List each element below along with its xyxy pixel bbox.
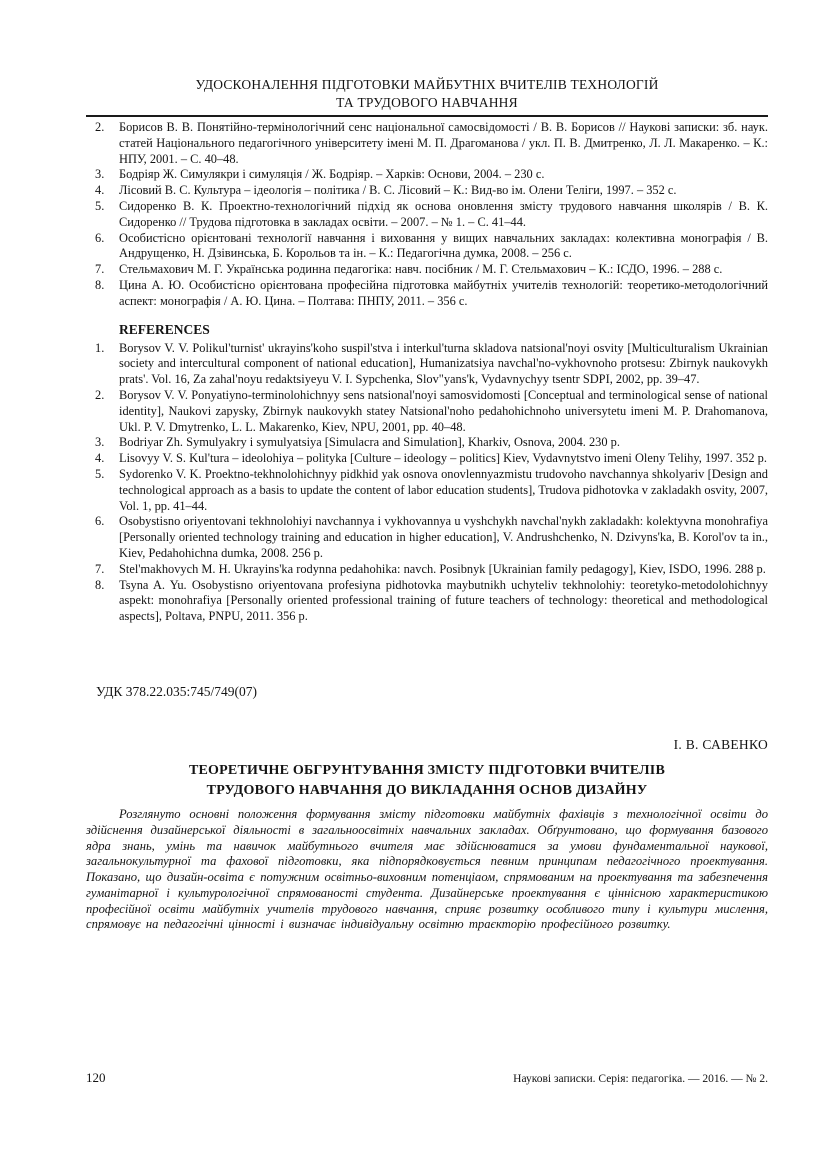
item-number: 8. bbox=[95, 577, 105, 592]
item-number: 7. bbox=[95, 561, 105, 576]
item-text: Борисов В. В. Понятійно-термінологічний сенс національної самосвідомості / В. В. Борисов // Наукові записки: зб. наук. статей Національного педагогічного університету імені М. П. Драгоманова / укл. П. В. Дмитренко, Л. Л. Макаренко. – К.: НПУ, 2001. – С. 40–48. bbox=[119, 120, 768, 166]
item-number: 3. bbox=[95, 167, 105, 182]
running-header bbox=[86, 76, 768, 112]
references-list bbox=[86, 341, 768, 625]
running-header-line-2: ТА ТРУДОВОГО НАВЧАННЯ bbox=[336, 95, 518, 110]
item-text: Сидоренко В. К. Проектно-технологічний підхід як основа оновлення змісту трудового навчання школярів / В. К. Сидоренко // Трудова підготовка в закладах освіти. – 2007. – № 1. – С. 41–44. bbox=[119, 198, 768, 229]
item-number: 4. bbox=[95, 451, 105, 466]
running-header-line-1: УДОСКОНАЛЕННЯ ПІДГОТОВКИ МАЙБУТНІХ ВЧИТЕЛІВ ТЕХНОЛОГІЙ bbox=[195, 77, 659, 92]
bibliography-list-ukrainian bbox=[86, 120, 768, 310]
bibliography-item bbox=[86, 199, 768, 231]
reference-item bbox=[86, 435, 768, 451]
reference-item bbox=[86, 562, 768, 578]
udc-code: УДК 378.22.035:745/749(07) bbox=[96, 683, 258, 699]
item-text: Бодріяр Ж. Симулякри і симуляція / Ж. Бодріяр. – Харків: Основи, 2004. – 230 с. bbox=[119, 167, 545, 182]
reference-item bbox=[86, 514, 768, 561]
page-footer bbox=[86, 1070, 768, 1086]
item-text: Цина А. Ю. Особистісно орієнтована професійна підготовка майбутніх учителів технологій: теоретико-методологічний аспект: монографія / А. Ю. Цина. – Полтава: ПНПУ, 2011. – 356 с. bbox=[119, 277, 768, 308]
reference-item bbox=[86, 388, 768, 435]
reference-item bbox=[86, 467, 768, 514]
item-number: 6. bbox=[95, 230, 105, 245]
bibliography-item bbox=[86, 167, 768, 183]
article-title-line-2: ТРУДОВОГО НАВЧАННЯ ДО ВИКЛАДАННЯ ОСНОВ ДИЗАЙНУ bbox=[206, 782, 648, 798]
reference-item bbox=[86, 451, 768, 467]
journal-info: Наукові записки. Серія: педагогіка. — 2016. — № 2. bbox=[513, 1073, 768, 1085]
item-number: 5. bbox=[95, 198, 105, 213]
bibliography-item bbox=[86, 278, 768, 310]
header-rule bbox=[86, 115, 768, 117]
item-number: 1. bbox=[95, 340, 105, 355]
item-number: 7. bbox=[95, 262, 105, 277]
item-text: Стельмахович М. Г. Українська родинна педагогіка: навч. посібник / М. Г. Стельмахович – К.: ІСДО, 1996. – 288 с. bbox=[119, 262, 723, 277]
bibliography-item bbox=[86, 262, 768, 278]
item-text: Borysov V. V. Polikul'turnist' ukrayins'koho suspil'stva i interkul'turna skladova natsional'noyi osvity [Multiculturalism Ukrainian society and intercultural component of national education], Humanizatsiya navchal'no-vykhovnoho protsesu: Zbirnyk naukovykh prats'. Vol. 16, Za zahal'noyu redaktsiyeyu V. I. Sypchenka, Slov"yans'k, Vydavnychyy tsentr SDPI, 2002, pp. 39–47. bbox=[119, 340, 768, 387]
item-number: 2. bbox=[95, 120, 105, 134]
item-text: Stel'makhovych M. H. Ukrayins'ka rodynna pedahohika: navch. Posibnyk [Ukrainian family pedagogy], Kiev, ISDO, 1996. 288 p. bbox=[119, 561, 766, 576]
item-number: 5. bbox=[95, 466, 105, 481]
item-number: 6. bbox=[95, 514, 105, 529]
item-text: Osobystisno oriyentovani tekhnolohiyi navchannya i vykhovannya u vyshchykh navchal'nykh zakladakh: kolektyvna monohrafiya [Personally oriented technology training and education in higher education], V. Andrushchenko, N. Dzivyns'ka, B. Korol'ov ta in., Kiev, Pedahohichna dumka, 2008. 256 p. bbox=[119, 514, 768, 560]
item-text: Tsyna A. Yu. Osobystisno oriyentovana profesiyna pidhotovka maybutnikh uchyteliv tekhnolohiy: teoretyko-metodolohichnyy aspekt: monohrafiya [Personally oriented professional training of future teachers of technology: theoretical and methodological aspects], Poltava, PNPU, 2011. 356 p. bbox=[119, 577, 768, 624]
author-name: І. В. САВЕНКО bbox=[673, 736, 768, 752]
item-number: 8. bbox=[95, 277, 105, 292]
item-number: 3. bbox=[95, 435, 105, 450]
reference-item bbox=[86, 578, 768, 625]
item-number: 2. bbox=[95, 387, 105, 402]
references-heading: REFERENCES bbox=[119, 321, 210, 337]
item-text: Bodriyar Zh. Symulyakry i symulyatsiya [Simulacra and Simulation], Kharkiv, Osnova, 2004. 230 p. bbox=[119, 435, 620, 450]
reference-item bbox=[86, 341, 768, 388]
article-title-line-1: ТЕОРЕТИЧНЕ ОБГРУНТУВАННЯ ЗМІСТУ ПІДГОТОВКИ ВЧИТЕЛІВ bbox=[188, 762, 665, 778]
item-text: Borysov V. V. Ponyatiyno-terminolohichnyy sens natsional'noyi samosvidomosti [Conceptual and terminological sense of national identity], Naukovi zapysky, Zbirnyk naukovykh statey Natsional'noho pedahohichnoho universytetu imeni M. P. Drahomanova, Ukl. P. V. Dmytrenko, L. L. Makarenko, Kiev, NPU, 2001, pp. 40–48. bbox=[119, 387, 768, 434]
bibliography-item bbox=[86, 183, 768, 199]
item-text: Sydorenko V. K. Proektno-tekhnolohichnyy pidkhid yak osnova onovlennyazmistu trudovoho navchannya shkolyariv [Design and technological approach as a basis to update the content of labor education students], Trudova pidhotovka v zakladakh osvity, 2007, Vol. 1, pp. 41–44. bbox=[119, 466, 768, 513]
item-text: Lisovyy V. S. Kul'tura – ideolohiya – polityka [Culture – ideology – politics] Kiev, Vydavnytstvo imeni Oleny Telihy, 1997. 352 p. bbox=[119, 451, 767, 466]
article-title bbox=[86, 761, 768, 801]
abstract-text: Розглянуто основні положення формування змісту підготовки майбутніх фахівців з технологічної освіти до здійснення дизайнерської діяльності в загальноосвітніх навчальних закладах. Обґрунтовано, що формування базового ядра знань, умінь та навичок майбутнього вчителя має здійснюватися за умови фундаментальної наукової, загальнокультурної та фахової підготовки, яка підпорядковується певним принципам педагогічного проектування. Показано, що дизайн-освіта є потужним освітньо-виховним потенціаом, спрямованим на проектування та забезпечення гуманітарної і культурологічної спрямованості студента. Дизайнерське проектування є ціннісною характеристикою професійної освіти майбутніх учителів трудового навчання, сприяє розвитку особливого типу і культури мислення, спрямовує на педагогічні цінності і визначає індивідуальну освітню траєкторію професійного розвитку. bbox=[86, 806, 768, 932]
item-number: 4. bbox=[95, 183, 105, 198]
item-text: Лісовий В. С. Культура – ідеологія – політика / В. С. Лісовий – К.: Вид-во ім. Олени Теліги, 1997. – 352 с. bbox=[119, 183, 677, 198]
bibliography-item bbox=[86, 231, 768, 263]
page-number: 120 bbox=[86, 1070, 106, 1085]
item-text: Особистісно орієнтовані технології навчання і виховання у вищих навчальних закладах: колективна монографія / В. Андрущенко, Н. Дзівинська, Б. Корольов та ін. – К.: Педагогічна думка, 2008. – 256 с. bbox=[119, 230, 768, 261]
bibliography-item bbox=[86, 120, 768, 167]
